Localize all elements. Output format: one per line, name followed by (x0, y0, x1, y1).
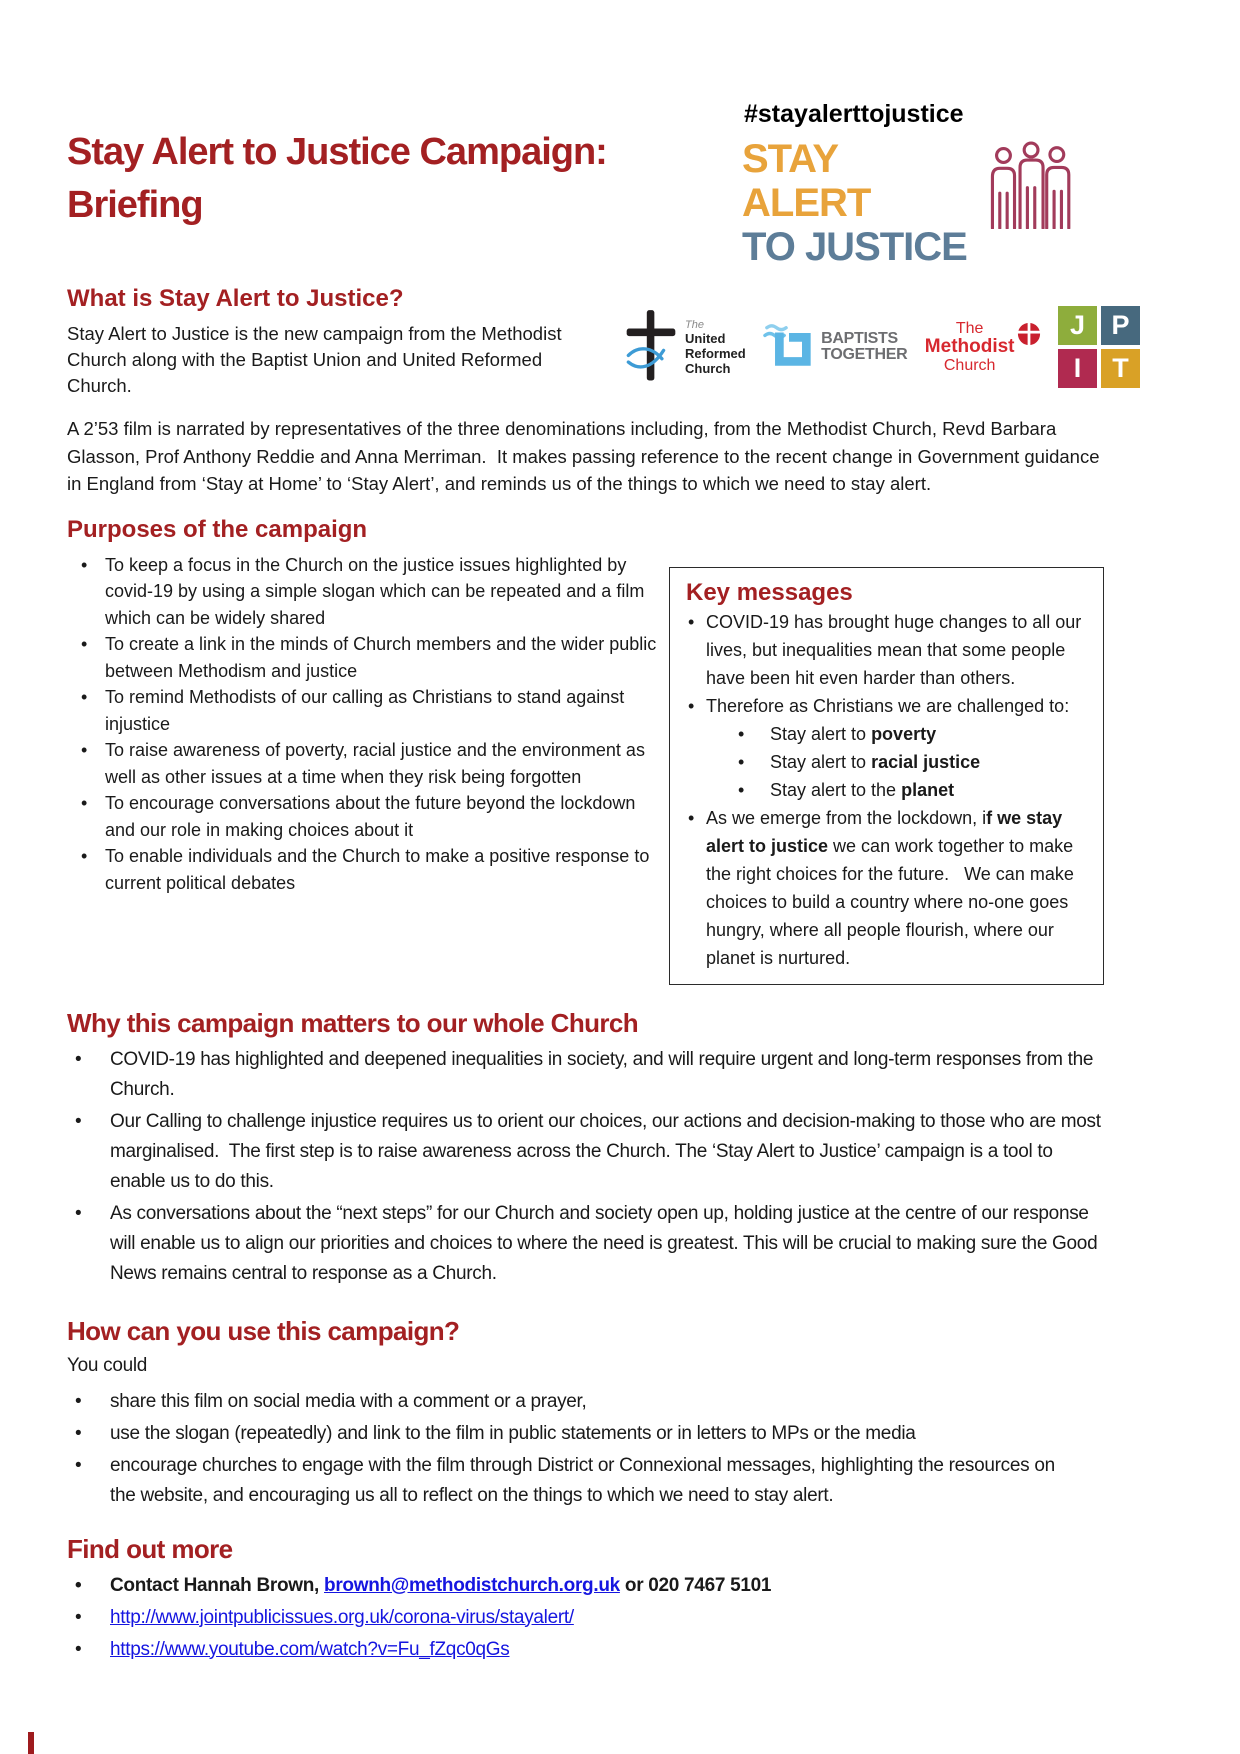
list-item: • To create a link in the minds of Church members and the wider public between Methodism and justice (67, 631, 669, 684)
list-item: • To enable individuals and the Church to make a positive response to current political debates (67, 843, 669, 896)
wordmark-stay-alert: STAY ALERT (742, 137, 871, 225)
list-item (67, 1635, 1182, 1665)
list-item: • To raise awareness of poverty, racial justice and the environment as well as other issues at a time when they risk being forgotten (67, 737, 669, 790)
find-out-more-list (67, 1571, 1182, 1665)
contact-line: • Contact Hannah Brown, brownh@methodistchurch.org.uk or 020 7467 5101 (67, 1571, 1182, 1601)
key-messages-heading: Key messages (686, 578, 853, 606)
key-messages-box (669, 567, 1104, 985)
page-title (67, 100, 742, 232)
methodist-orb-icon (1017, 322, 1041, 346)
list-item: • share this film on social media with a comment or a prayer, (67, 1387, 1062, 1417)
youtube-video-link[interactable]: https://www.youtube.com/watch?v=Fu_fZqc0qGs (110, 1638, 510, 1660)
list-item: • COVID-19 has highlighted and deepened inequalities in society, and will require urgent and long-term responses from the Church. (67, 1045, 1107, 1105)
baptists-together-logo (763, 320, 907, 374)
page-title-line1: Stay Alert to Justice Campaign: (67, 131, 607, 173)
partner-logos (625, 297, 1182, 397)
film-paragraph: A 2’53 film is narrated by representatives of the three denominations including, from the Methodist Church, Revd Barbara Glasson, Prof Anthony Reddie and Anna Merriman. It makes passing reference to the recent change in Government guidance in England from ‘Stay at Home’ to ‘Stay Alert’, and reminds us of the things to which we need to stay alert. (67, 418, 1100, 494)
jpit-letter-tiles: J P I T (1058, 306, 1140, 388)
urc-cross-fish-icon (625, 306, 677, 388)
methodist-logo (925, 320, 1041, 375)
page-title-line2: Briefing (67, 184, 203, 227)
list-item: • Stay alert to the planet (730, 776, 1087, 804)
list-item: • encourage churches to engage with the film through District or Connexional messages, highlighting the resources on the website, and encouraging us all to reflect on the things to which we need to stay alert. (67, 1451, 1062, 1511)
urc-logo (625, 306, 746, 388)
why-matters-heading: Why this campaign matters to our whole Church (67, 1007, 639, 1038)
how-use-list (67, 1387, 1182, 1511)
document-header (67, 100, 1182, 269)
purposes-heading: Purposes of the campaign (67, 515, 368, 543)
list-item: • Stay alert to racial justice (730, 748, 1087, 776)
what-is-heading: What is Stay Alert to Justice? (67, 285, 404, 312)
section-what-is (67, 283, 625, 399)
key-messages-list (686, 608, 1087, 972)
contact-email-link[interactable]: brownh@methodistchurch.org.uk (324, 1574, 620, 1596)
campaign-wordmark (742, 137, 970, 269)
campaign-hashtag: #stayalerttojustice (744, 100, 964, 128)
list-item: • To keep a focus in the Church on the justice issues highlighted by covid-19 by using a simple slogan which can be repeated and a film which can be widely shared (67, 552, 669, 632)
section-why-matters (67, 1007, 1182, 1289)
list-item: • As we emerge from the lockdown, if we stay alert to justice we can work together to make the right choices for the future. We can make choices to build a country where no-one goes hungry, where all people flourish, where our planet is nurtured. (686, 804, 1087, 972)
key-messages-sublist (730, 720, 1087, 804)
find-out-more-heading: Find out more (67, 1533, 233, 1564)
campaign-logo-block (742, 100, 1182, 269)
list-item: • Our Calling to challenge injustice requires us to orient our choices, our actions and decision-making to those who are most marginalised. The first step is to raise awareness across the Church. The ‘Stay Alert to Justice’ campaign is a tool to enable us to do this. (67, 1107, 1107, 1197)
jpit-website-link[interactable]: http://www.jointpublicissues.org.uk/corona-virus/stayalert/ (110, 1606, 574, 1628)
urc-logo-text: The United Reformed Church (685, 318, 746, 376)
why-matters-list (67, 1045, 1182, 1289)
section-find-out-more (67, 1533, 1182, 1665)
wordmark-to-justice: TO JUSTICE (742, 225, 967, 269)
list-item: • use the slogan (repeatedly) and link to the film in public statements or in letters to MPs or the media (67, 1419, 1062, 1449)
jpit-logo (1058, 306, 1140, 388)
list-item: • To encourage conversations about the future beyond the lockdown and our role in making choices about it (67, 790, 669, 843)
what-is-body: Stay Alert to Justice is the new campaign from the Methodist Church along with the Baptist Union and United Reformed Church. (67, 323, 562, 396)
how-use-intro: You could (67, 1354, 148, 1376)
how-use-heading: How can you use this campaign? (67, 1315, 460, 1346)
list-item (67, 1603, 1182, 1633)
page-footer-mark (28, 1732, 34, 1754)
list-item: • As conversations about the “next steps” for our Church and society open up, holding justice at the centre of our response will enable us to align our priorities and choices to where the need is greatest. This will be crucial to making sure the Good News remains central to response as a Church. (67, 1199, 1107, 1289)
people-group-icon (986, 139, 1078, 229)
section-how-use (67, 1315, 1182, 1511)
baptists-logo-text: BAPTISTS TOGETHER (821, 330, 908, 363)
purposes-list (67, 552, 669, 897)
baptists-b-icon (763, 320, 815, 374)
methodist-logo-text: The Methodist Church (924, 319, 1015, 374)
list-item: • Stay alert to poverty (730, 720, 1087, 748)
list-item: • Therefore as Christians we are challenged to: • Stay alert to poverty • Stay alert to racial justice • Stay alert to the planet (686, 692, 1087, 804)
list-item: • COVID-19 has brought huge changes to all our lives, but inequalities mean that some people have been hit even harder than others. (686, 608, 1087, 692)
list-item: • To remind Methodists of our calling as Christians to stand against injustice (67, 684, 669, 737)
section-purposes (67, 514, 669, 897)
